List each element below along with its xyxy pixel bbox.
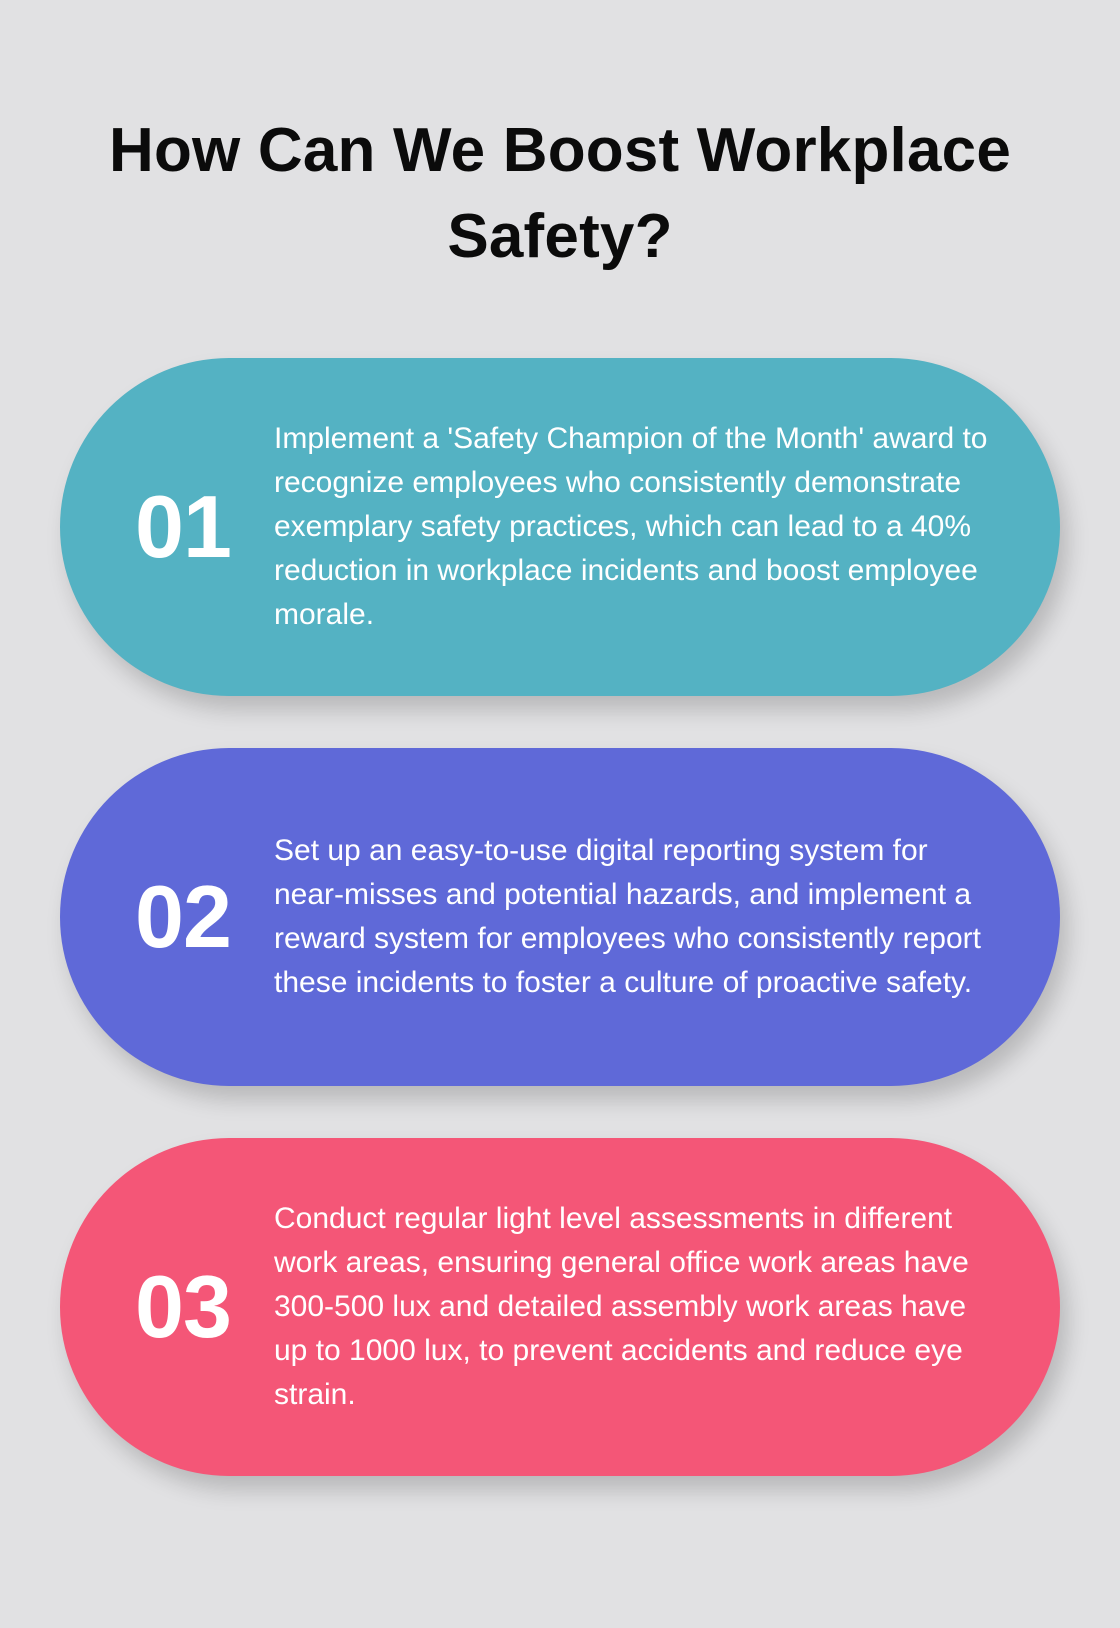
- tip-text-1: Implement a 'Safety Champion of the Month' award to recognize employees who consistently demonstrate exemplary safety practices, which can lead to a 40% reduction in workplace incidents and boost employee morale.: [274, 422, 988, 631]
- tip-number-2: 02: [135, 867, 231, 966]
- tip-card-3: [60, 1138, 1060, 1476]
- tip-card-2: [60, 748, 1060, 1086]
- tip-text-3: Conduct regular light level assessments in different work areas, ensuring general office work areas have 300-500 lux and detailed assembly work areas have up to 1000 lux, to prevent accidents and reduce eye strain.: [274, 1202, 969, 1411]
- tip-text-2: Set up an easy-to-use digital reporting system for near-misses and potential hazards, and implement a reward system for employees who consistently report these incidents to foster a culture of proactive safety.: [274, 834, 981, 999]
- page-title: How Can We Boost Workplace Safety?: [108, 116, 1012, 271]
- tip-number-1: 01: [135, 477, 231, 576]
- tip-number-3: 03: [135, 1257, 231, 1356]
- tip-card-1: [60, 358, 1060, 696]
